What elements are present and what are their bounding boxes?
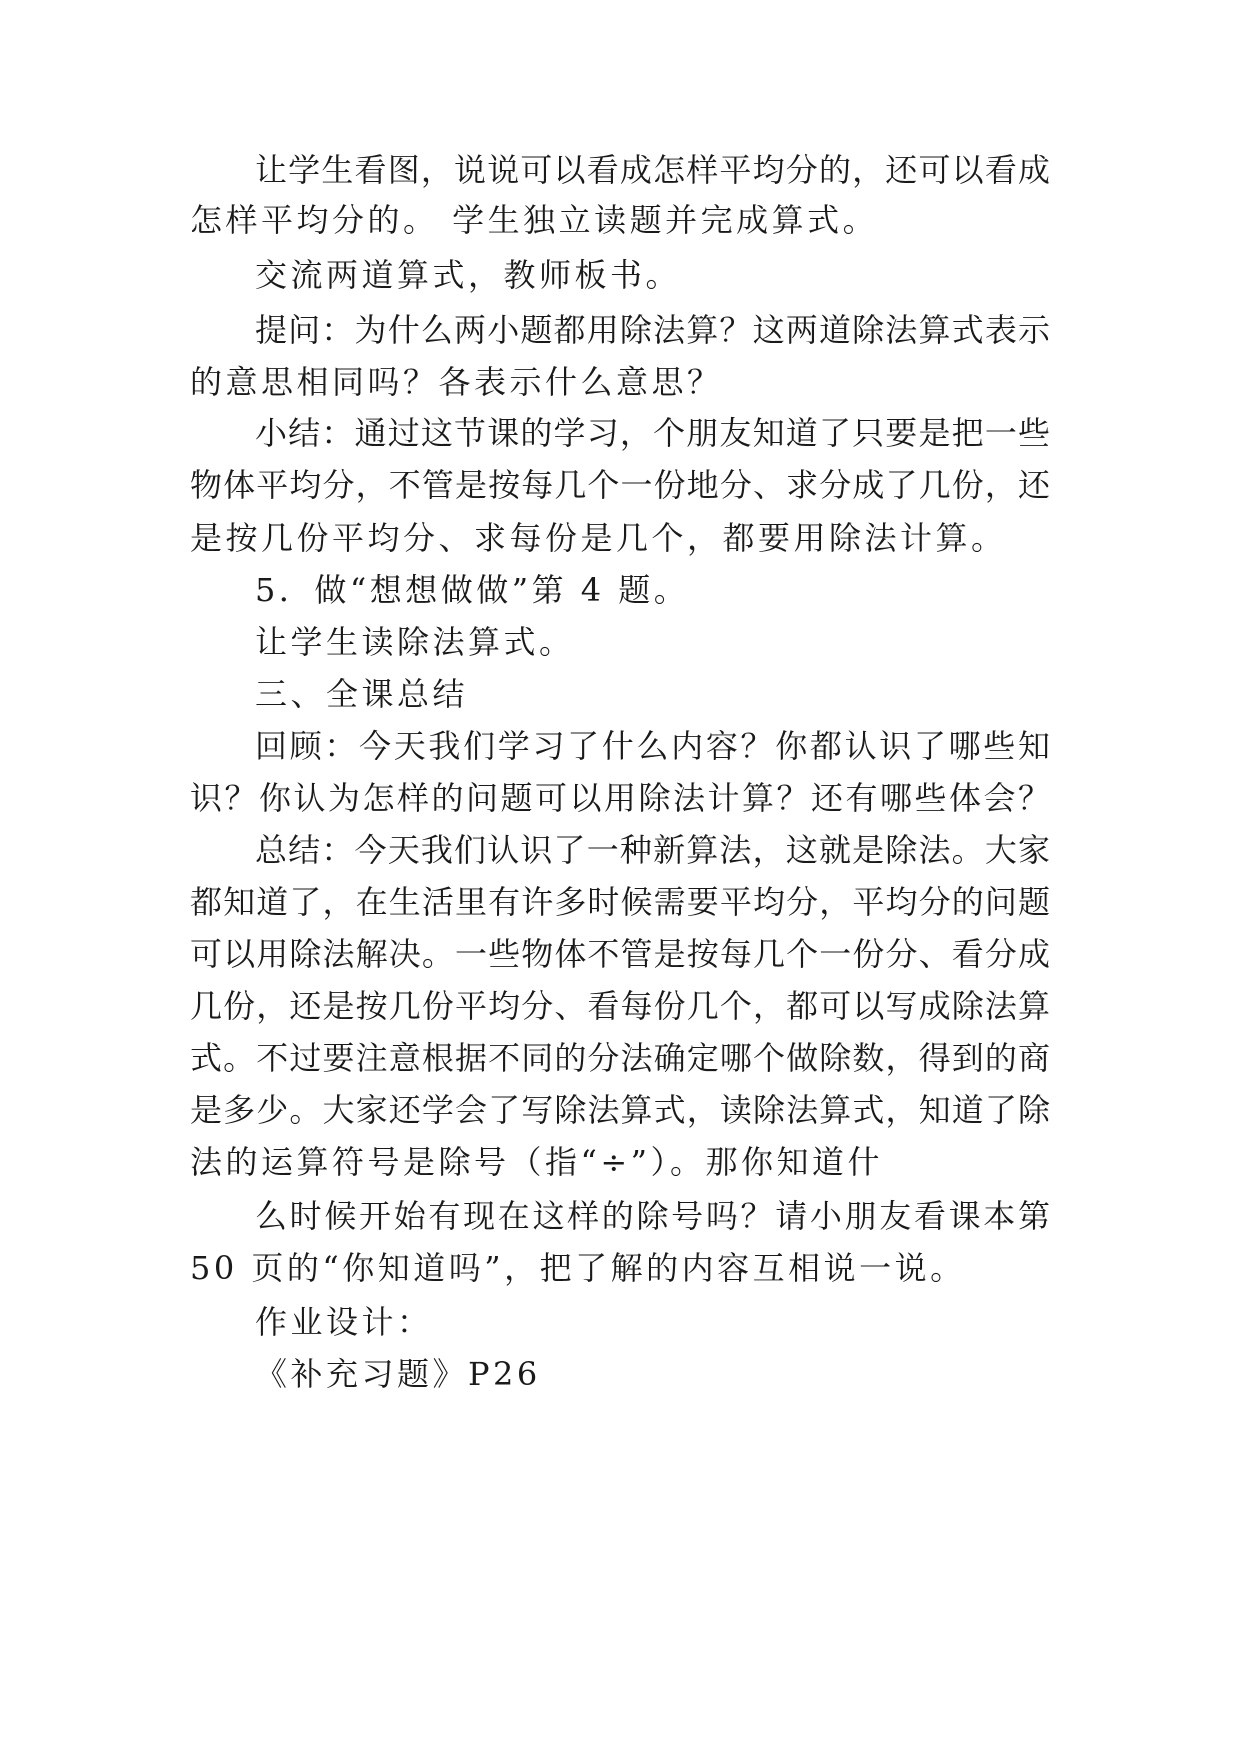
text-line: 是按几份平均分、求每份是几个，都要用除法计算。	[190, 519, 1007, 557]
text-line: 让学生读除法算式。	[255, 623, 575, 661]
text-line: 交流两道算式，教师板书。	[255, 256, 682, 294]
text-line: 可以用除法解决。一些物体不管是按每几个一份分、看分成	[190, 935, 1050, 973]
text-line: 都知道了，在生活里有许多时候需要平均分，平均分的问题	[190, 883, 1050, 921]
text-line: 法的运算符号是除号（指“÷”）。那你知道什	[190, 1143, 884, 1181]
text-line: 作业设计：	[255, 1303, 433, 1341]
section-heading: 三、全课总结	[255, 675, 469, 713]
text-line: 怎样平均分的。 学生独立读题并完成算式。	[190, 201, 879, 239]
text-line: 提问：为什么两小题都用除法算？这两道除法算式表示	[255, 311, 1050, 349]
text-line: 50 页的“你知道吗”，把了解的内容互相说一说。	[190, 1249, 966, 1287]
text-line: 《补充习题》P26	[255, 1355, 541, 1393]
text-line: 物体平均分，不管是按每几个一份地分、求分成了几份，还	[190, 466, 1050, 504]
text-line: 回顾：今天我们学习了什么内容？你都认识了哪些知	[255, 727, 1050, 765]
text-line: 么时候开始有现在这样的除号吗？请小朋友看课本第	[255, 1197, 1050, 1235]
text-line: 式。不过要注意根据不同的分法确定哪个做除数，得到的商	[190, 1039, 1050, 1077]
text-line: 几份，还是按几份平均分、看每份几个，都可以写成除法算	[190, 987, 1050, 1025]
text-line: 总结：今天我们认识了一种新算法，这就是除法。大家	[255, 831, 1050, 869]
text-line: 5．做“想想做做”第 4 题。	[255, 571, 690, 609]
text-line: 让学生看图，说说可以看成怎样平均分的，还可以看成	[255, 151, 1050, 189]
text-line: 的意思相同吗？各表示什么意思？	[190, 363, 723, 401]
text-line: 识？你认为怎样的问题可以用除法计算？还有哪些体会？	[190, 779, 1050, 817]
text-line: 是多少。大家还学会了写除法算式，读除法算式，知道了除	[190, 1091, 1050, 1129]
text-line: 小结：通过这节课的学习，个朋友知道了只要是把一些	[255, 414, 1050, 452]
